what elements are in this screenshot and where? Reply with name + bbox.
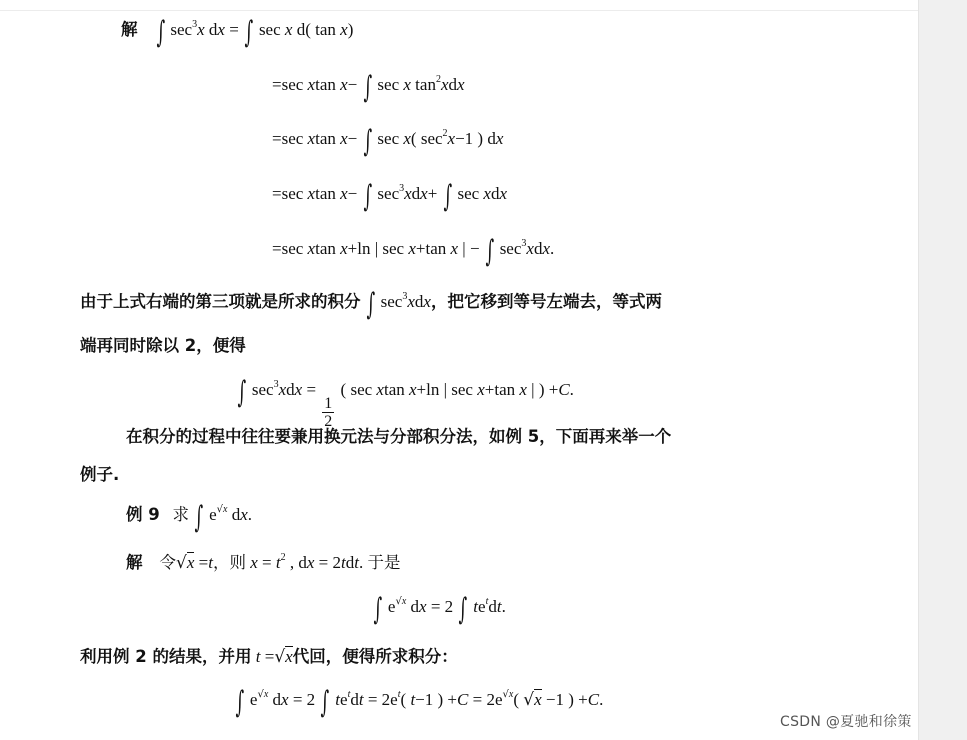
example-9-line: 例 9 求 ∫ $e^{√x}$ dx. bbox=[126, 500, 253, 535]
example-label: 例 9 bbox=[126, 505, 160, 524]
fraction-one-half: $\frac{1}{2}$ bbox=[324, 395, 333, 430]
scrollbar-track[interactable] bbox=[918, 0, 967, 740]
paragraph-text-4: 例子. bbox=[80, 465, 120, 484]
result-text-line: 利用例 2 的结果，并用 t =√x代回，便得所求积分： bbox=[80, 647, 458, 667]
solution-label: 解 bbox=[121, 20, 138, 39]
paragraph-line-4 bbox=[80, 463, 119, 487]
solution-label-2: 解 bbox=[126, 553, 143, 572]
paragraph-text-2: 端再同时除以 2，便得 bbox=[80, 336, 246, 355]
equation-line-1: 解 ∫ $\sec^3x$ dx = ∫ sec x d( tan x) bbox=[121, 15, 354, 50]
equation-final: ∫ $e^{√x}$ dx = 2 ∫ $te^tdt = 2e^t$( t−1 ) $+C = 2e^{√x}$( √x −1 ) +C. bbox=[235, 685, 604, 720]
sub-text-b: ，则 bbox=[212, 553, 246, 572]
equation-line-3: =sec xtan x− ∫ sec x( $\sec^2x-1$ ) dx bbox=[272, 124, 504, 159]
paragraph-line-2 bbox=[80, 334, 246, 358]
equation-line-5: =sec xtan x+ln | sec x+tan x | − ∫ $\sec^3xdx$. bbox=[272, 234, 555, 269]
paragraph-text-1: 由于上式右端的第三项就是所求的积分 bbox=[80, 292, 361, 311]
substitution-line: 解 令√x =t，则 $x = t^2$ , dx = 2tdt. 于是 bbox=[126, 552, 401, 573]
paragraph-line-3 bbox=[126, 425, 671, 449]
result-text-a: 利用例 2 的结果，并用 bbox=[80, 647, 252, 666]
example-prompt: 求 bbox=[172, 505, 189, 524]
equation-line-4: =sec xtan x− ∫ $\sec^3xdx+$ ∫ sec xdx bbox=[272, 179, 508, 214]
sub-text-a: 令 bbox=[159, 553, 176, 572]
top-toolbar-edge bbox=[0, 0, 918, 11]
equation-line-2: =sec xtan x− ∫ sec x $\tan^2xdx$ bbox=[272, 70, 465, 105]
csdn-watermark: CSDN @夏驰和徐策 bbox=[780, 714, 912, 730]
paragraph-text-1b: ，把它移到等号左端去，等式两 bbox=[430, 292, 662, 311]
paragraph-line-1: 由于上式右端的第三项就是所求的积分 ∫ $\sec^3xdx$，把它移到等号左端去，等式两 bbox=[80, 287, 662, 322]
result-text-b: 代回，便得所求积分： bbox=[292, 647, 458, 666]
paragraph-text-3: 在积分的过程中往往要兼用换元法与分部积分法，如例 5，下面再来举一个 bbox=[126, 427, 672, 446]
sub-text-c: 于是 bbox=[367, 553, 401, 572]
equation-substituted: ∫ $e^{√x}$ dx = 2 ∫ $te^tdt$. bbox=[373, 592, 506, 627]
equation-fraction: ∫ $\sec^3xdx$ = $\frac{1}{2}$ ( sec xtan x+ln | sec x+tan x | ) +C. bbox=[237, 375, 574, 430]
